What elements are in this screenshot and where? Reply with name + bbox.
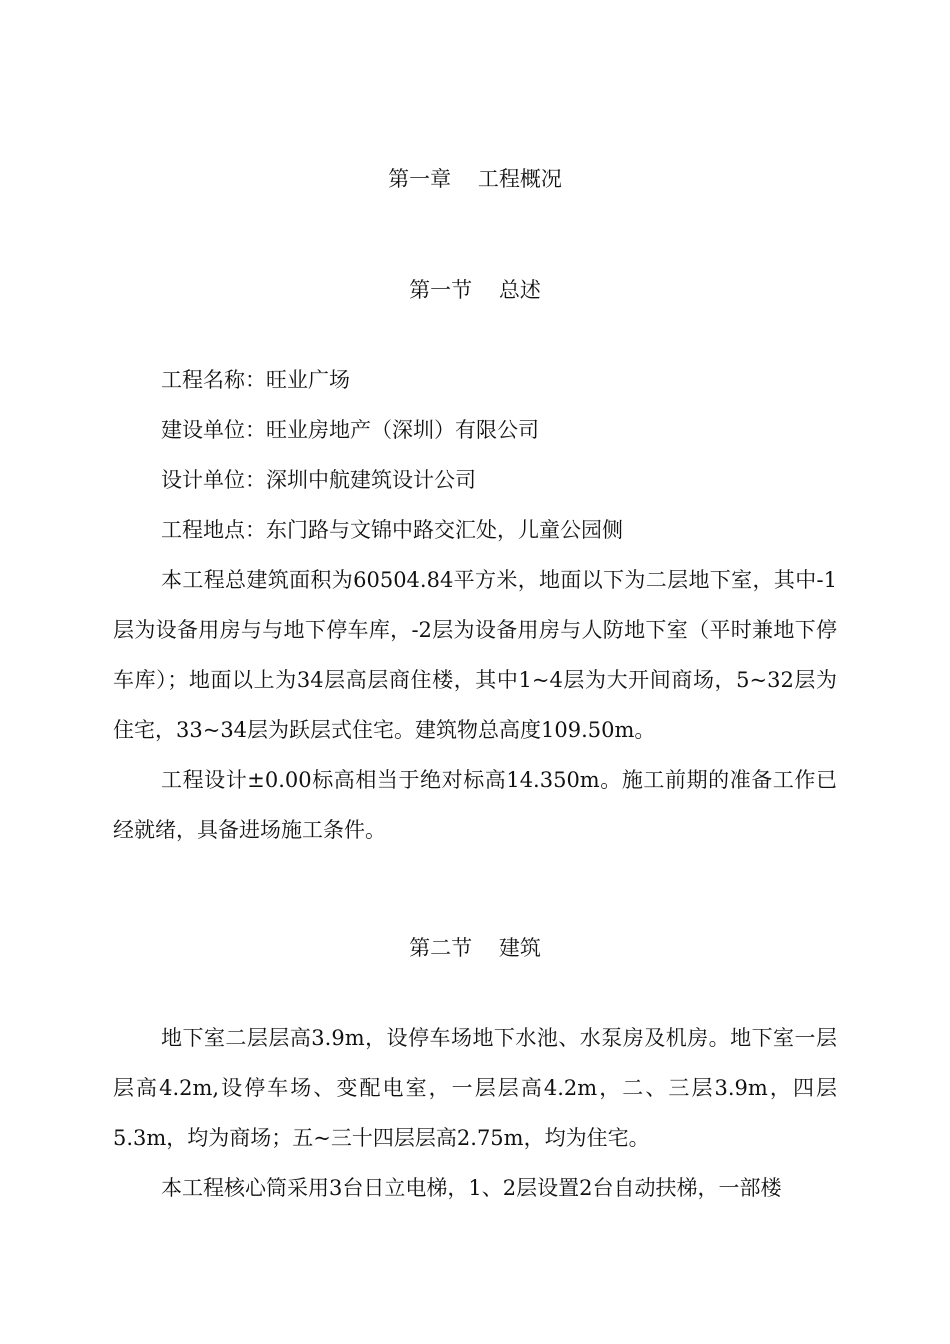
location-field: 工程地点：东门路与文锦中路交汇处，儿童公园侧 bbox=[161, 518, 623, 542]
overview-paragraph-elevation: 工程设计±0.00标高相当于绝对标高14.350m。施工前期的准备工作已经就绪，具备进场施工条件。 bbox=[113, 768, 837, 842]
designer-field: 设计单位：深圳中航建筑设计公司 bbox=[161, 468, 476, 492]
overview-paragraph-area: 本工程总建筑面积为60504.84平方米，地面以下为二层地下室，其中-1层为设备用房与与地下停车库，-2层为设备用房与人防地下室（平时兼地下停车库）；地面以上为34层高层商住楼，其中1~4层为大开间商场，5~32层为住宅，33~34层为跃层式住宅。建筑物总高度109.50m。 bbox=[113, 568, 837, 742]
architecture-paragraph-elevators: 本工程核心筒采用3台日立电梯，1、2层设置2台自动扶梯，一部楼 bbox=[161, 1176, 782, 1200]
chapter-title: 第一章 工程概况 bbox=[388, 167, 562, 191]
section-title-architecture: 第二节 建筑 bbox=[409, 936, 541, 960]
developer-field: 建设单位：旺业房地产（深圳）有限公司 bbox=[161, 418, 539, 442]
architecture-paragraph-floors: 地下室二层层高3.9m，设停车场地下水池、水泵房及机房。地下室一层层高4.2m,设停车场、变配电室，一层层高4.2m，二、三层3.9m，四层5.3m，均为商场；五~三十四层层高2.75m，均为住宅。 bbox=[113, 1026, 837, 1150]
section-title-overview: 第一节 总述 bbox=[409, 278, 541, 302]
project-name-field: 工程名称：旺业广场 bbox=[161, 368, 350, 392]
